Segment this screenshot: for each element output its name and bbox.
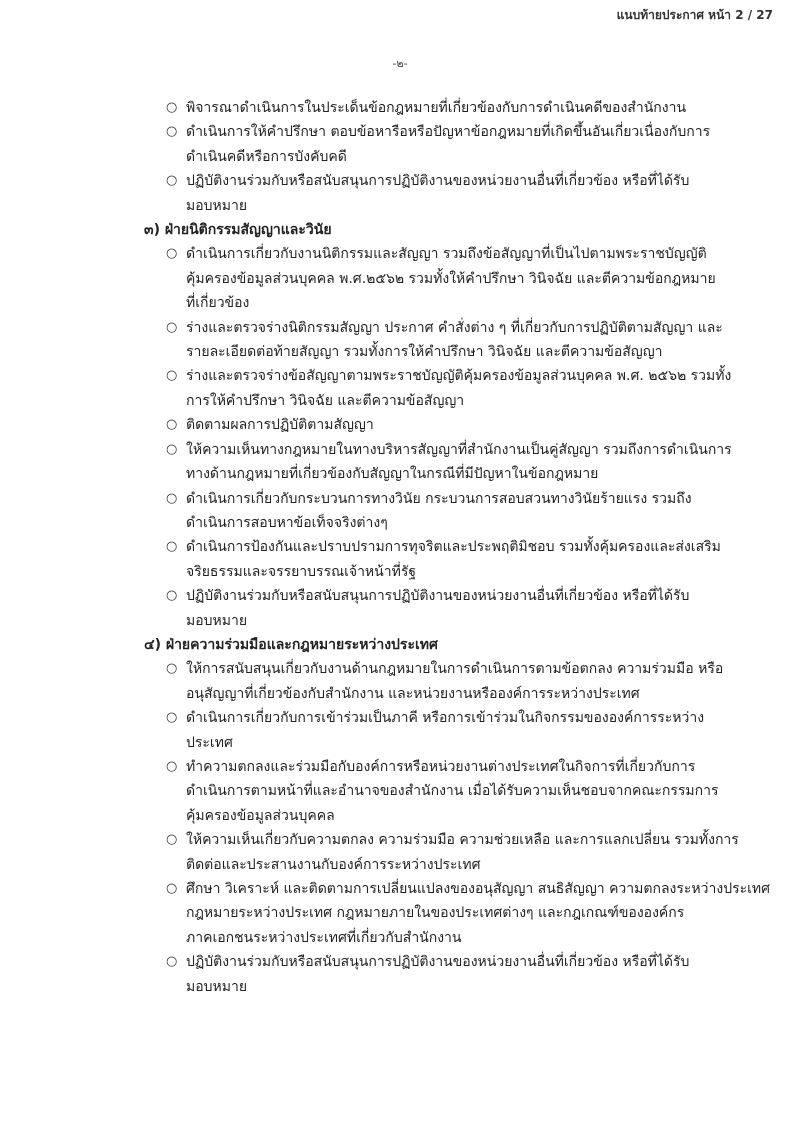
circle-bullet-icon: ○ [166,490,178,506]
list-item-text: กฎหมายระหว่างประเทศ กฎหมายภายในของประเทศต่างๆ และกฎเกณฑ์ขององค์กร [186,905,685,922]
list-item-text: มอบหมาย [186,978,248,995]
list-item-text: ทางด้านกฎหมายที่เกี่ยวข้องกับสัญญาในกรณีที่มีปัญหาในข้อกฎหมาย [186,466,599,483]
list-item [140,413,700,437]
list-item [140,96,700,120]
circle-bullet-icon: ○ [166,539,178,555]
circle-bullet-icon: ○ [166,319,178,335]
list-item-text: ดำเนินคดีหรือการบังคับคดี [186,148,347,165]
list-item-text: รายละเอียดต่อท้ายสัญญา รวมทั้งการให้คำปรึกษา วินิจฉัย และตีความข้อสัญญา [186,344,663,361]
list-item-text: ดำเนินการให้คำปรึกษา ตอบข้อหารือหรือปัญหาข้อกฎหมายที่เกิดขึ้นอันเกี่ยวเนื่องกับการ [186,124,711,141]
list-item-text: ประเทศ [186,734,233,751]
circle-bullet-icon: ○ [166,832,178,848]
page-number-marker: -๒- [392,57,408,70]
list-item [140,950,700,999]
list-item-text: ดำเนินการเกี่ยวกับงานนิติกรรมและสัญญา รวมถึงข้อสัญญาที่เป็นไปตามพระราชบัญญัติ [186,246,707,263]
list-item-text: ดำเนินการเกี่ยวกับกระบวนการทางวินัย กระบวนการสอบสวนทางวินัยร้ายแรง รวมถึง [186,490,692,507]
circle-bullet-icon: ○ [166,954,178,970]
list-item [140,120,711,169]
section [140,96,711,218]
list-item-text: อนุสัญญาที่เกี่ยวข้องกับสำนักงาน และหน่วยงานหรือองค์การระหว่างประเทศ [186,685,640,702]
list-item-text: มอบหมาย [186,612,248,629]
circle-bullet-icon: ○ [166,758,178,774]
list-item-text: ดำเนินการสอบหาข้อเท็จจริงต่างๆ [186,514,388,531]
circle-bullet-icon: ○ [166,881,178,896]
circle-bullet-icon: ○ [166,661,178,677]
list-item [140,242,716,315]
list-item-text: ที่เกี่ยวข้อง [186,295,250,312]
list-item [140,364,732,413]
circle-bullet-icon: ○ [166,368,178,384]
document-body [140,96,771,999]
circle-bullet-icon: ○ [166,246,178,262]
circle-bullet-icon: ○ [166,100,178,115]
list-item [140,657,724,706]
list-item-text: ภาคเอกชนระหว่างประเทศที่เกี่ยวกับสำนักงาน [186,929,462,946]
circle-bullet-icon: ○ [166,588,178,604]
list-item-text: ศึกษา วิเคราะห์ และติดตามการเปลี่ยนแปลงของอนุสัญญา สนธิสัญญา ความตกลงระหว่างประเทศ [186,881,771,897]
list-item-text: ให้การสนับสนุนเกี่ยวกับงานด้านกฎหมายในการดำเนินการตามข้อตกลง ความร่วมมือ หรือ [186,661,724,678]
section-heading: ๔) ฝ่ายความร่วมมือและกฎหมายระหว่างประเทศ [144,636,438,653]
list-item-text: มอบหมาย [186,197,248,214]
list-item [140,316,723,365]
list-item-text: คุ้มครองข้อมูลส่วนบุคคล [186,807,335,824]
list-item-text: ดำเนินการป้องกันและปราบปรามการทุจริตและประพฤติมิชอบ รวมทั้งคุ้มครองและส่งเสริม [186,539,721,556]
list-item [140,584,700,633]
list-item-text: ร่างและตรวจร่างข้อสัญญาตามพระราชบัญญัติคุ้มครองข้อมูลส่วนบุคคล พ.ศ. ๒๕๖๒ รวมทั้ง [186,368,732,385]
circle-bullet-icon: ○ [166,710,178,726]
list-item-text: การให้คำปรึกษา วินิจฉัย และตีความข้อสัญญา [186,392,465,409]
list-item-text: ติดตามผลการปฏิบัติตามสัญญา [186,417,374,434]
list-item-text: จริยธรรมและจรรยาบรรณเจ้าหน้าที่รัฐ [186,563,417,580]
list-item-text: ปฏิบัติงานร่วมกับหรือสนับสนุนการปฏิบัติงานของหน่วยงานอื่นที่เกี่ยวข้อง หรือที่ได้รับ [186,588,690,605]
circle-bullet-icon: ○ [166,441,178,457]
circle-bullet-icon: ○ [166,417,178,433]
list-item [140,535,721,584]
list-item [140,706,705,755]
list-item [140,438,732,487]
section [140,218,732,633]
circle-bullet-icon: ○ [166,124,178,140]
list-item-text: คุ้มครองข้อมูลส่วนบุคคล พ.ศ.๒๕๖๒ รวมทั้งให้คำปรึกษา วินิจฉัย และตีความข้อกฎหมาย [186,270,716,287]
section-heading: ๓) ฝ่ายนิติกรรมสัญญาและวินัย [144,222,332,239]
list-item-text: พิจารณาดำเนินการในประเด็นข้อกฎหมายที่เกี่ยวข้องกับการดำเนินคดีของสำนักงาน [186,100,687,116]
list-item-text: ทำความตกลงและร่วมมือกับองค์การหรือหน่วยงานต่างประเทศในกิจการที่เกี่ยวกับการ [186,758,696,775]
list-item-text: ปฏิบัติงานร่วมกับหรือสนับสนุนการปฏิบัติงานของหน่วยงานอื่นที่เกี่ยวข้อง หรือที่ได้รับ [186,954,690,971]
list-item [140,828,739,877]
list-item-text: ให้ความเห็นเกี่ยวกับความตกลง ความร่วมมือ ความช่วยเหลือ และการแลกเปลี่ยน รวมทั้งการ [186,832,739,849]
list-item [140,487,700,536]
section [140,633,771,999]
list-item-text: ร่างและตรวจร่างนิติกรรมสัญญา ประกาศ คำสั่งต่าง ๆ ที่เกี่ยวกับการปฏิบัติตามสัญญา และ [186,319,723,336]
list-item-text: ติดต่อและประสานงานกับองค์การระหว่างประเทศ [186,856,481,873]
list-item-text: ให้ความเห็นทางกฎหมายในทางบริหารสัญญาที่สำนักงานเป็นคู่สัญญา รวมถึงการดำเนินการ [186,441,732,458]
circle-bullet-icon: ○ [166,173,178,189]
list-item-text: ดำเนินการตามหน้าที่และอำนาจของสำนักงาน เมื่อได้รับความเห็นชอบจากคณะกรรมการ [186,783,719,800]
list-item [140,877,771,950]
document-header: แนบท้ายประกาศ หน้า 2 / 27 [616,8,773,22]
list-item [140,169,700,218]
list-item-text: ดำเนินการเกี่ยวกับการเข้าร่วมเป็นภาคี หรือการเข้าร่วมในกิจกรรมขององค์การระหว่าง [186,710,705,727]
list-item-text: ปฏิบัติงานร่วมกับหรือสนับสนุนการปฏิบัติงานของหน่วยงานอื่นที่เกี่ยวข้อง หรือที่ได้รับ [186,173,690,190]
list-item [140,755,719,828]
